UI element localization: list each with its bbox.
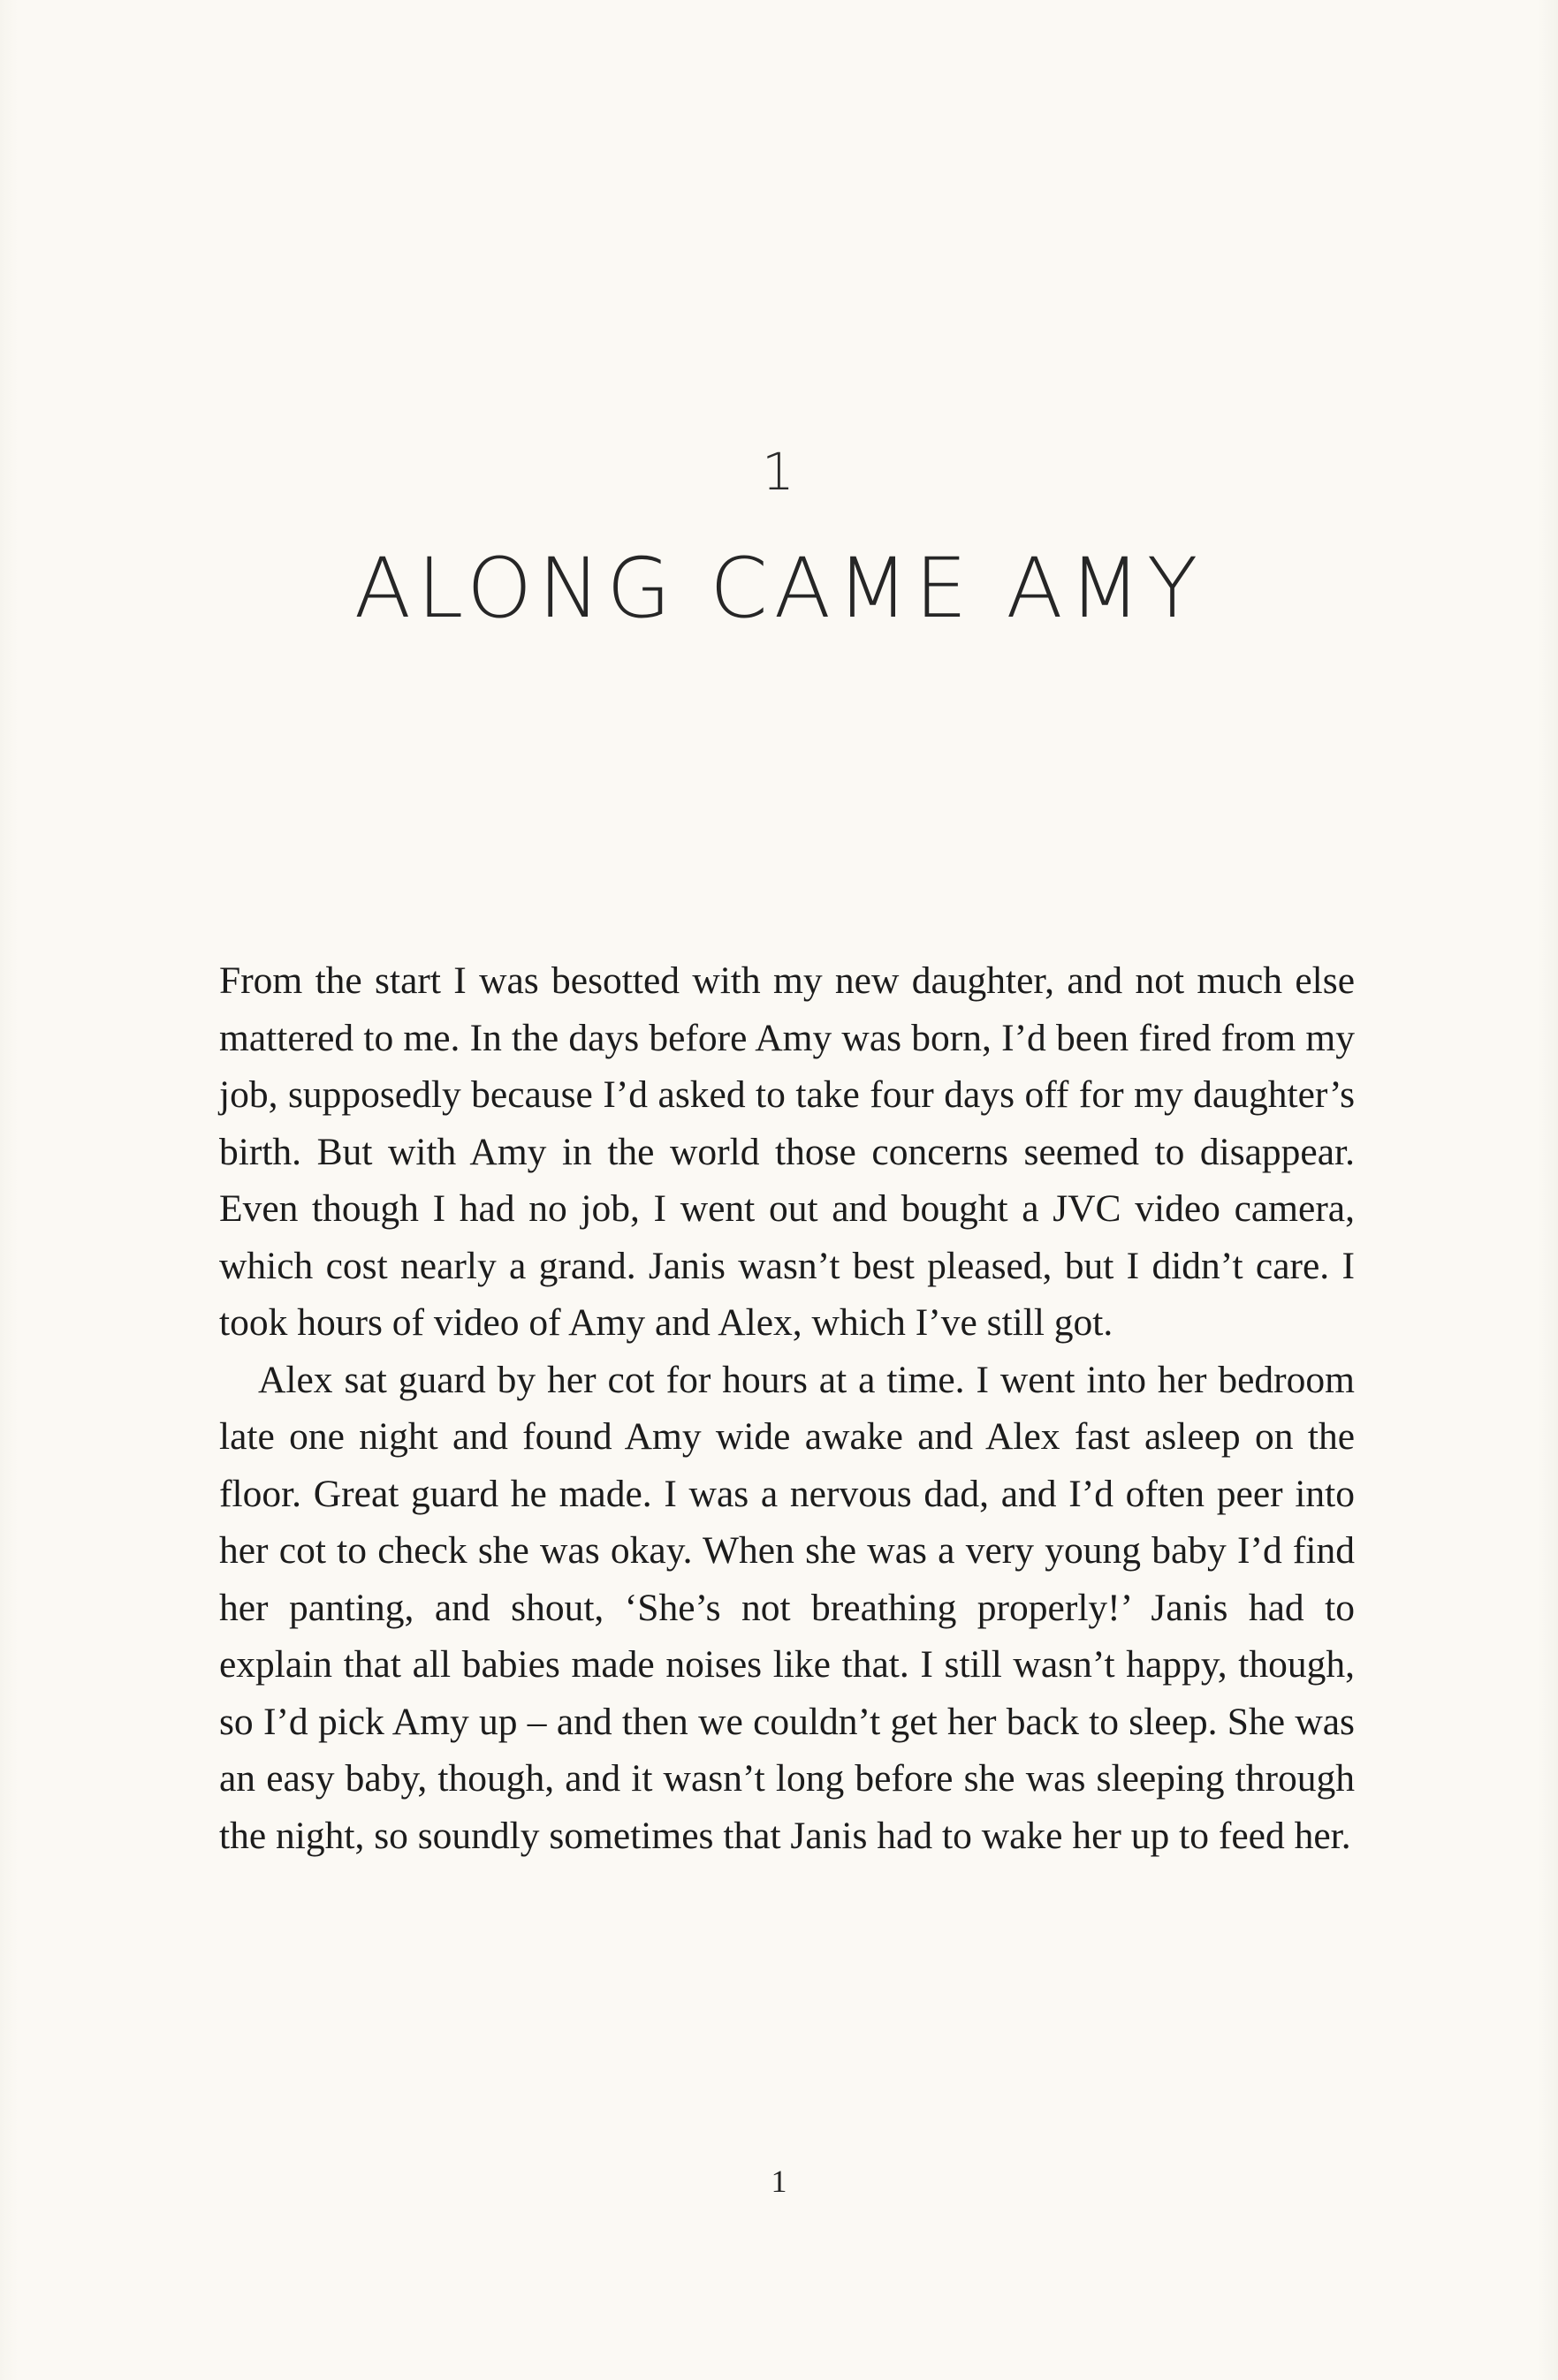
- page-number: 1: [771, 2164, 787, 2199]
- body-text: [219, 952, 1355, 1864]
- chapter-number: 1: [762, 442, 796, 502]
- paragraph-2: Alex sat guard by her cot for hours at a time. I went into her bedroom late one night and found Amy wide awake and Alex fast asleep on the floor. Great guard he made. I was a nervous dad, and I’d often peer into her cot to check she was okay. When she was a very young baby I’d find her panting, and shout, ‘She’s not breathing properly!’ Janis had to explain that all babies made noises like that. I still wasn’t happy, though, so I’d pick Amy up – and then we couldn’t get her back to sleep. She was an easy baby, though, and it wasn’t long before she was sleeping through the night, so soundly sometimes that Janis had to wake her up to feed her.: [219, 1358, 1355, 1857]
- paragraph-1: From the start I was besotted with my new daughter, and not much else mattered to me. In the days before Amy was born, I’d been fired from my job, supposedly because I’d asked to take four days off for my daughter’s birth. But with Amy in the world those concerns seemed to disappear. Even though I had no job, I went out and bought a JVC video camera, which cost nearly a grand. Janis wasn’t best pleased, but I didn’t care. I took hours of video of Amy and Alex, which I’ve still got.: [219, 959, 1355, 1344]
- chapter-title: ALONG CAME AMY: [353, 541, 1205, 637]
